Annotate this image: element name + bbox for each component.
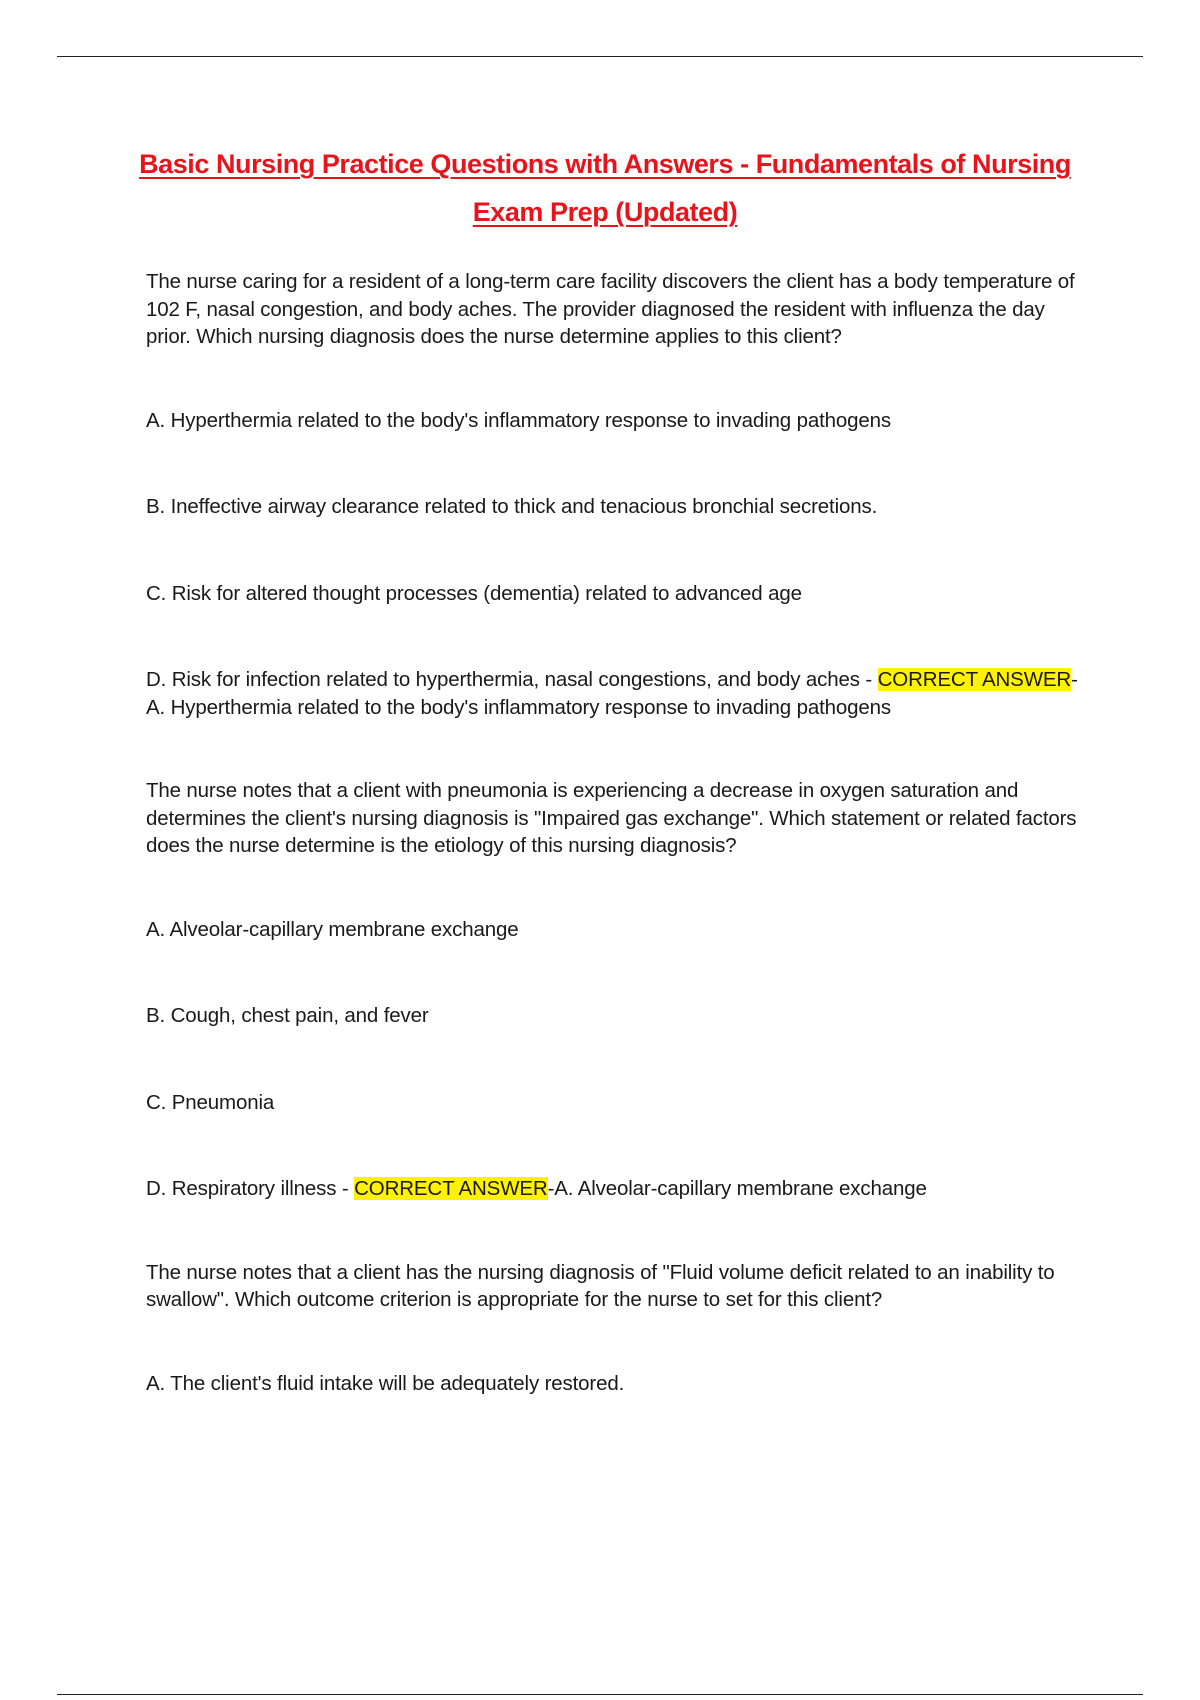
question-1-option-b: B. Ineffective airway clearance related to thick and tenacious bronchial secretions.	[146, 495, 878, 518]
question-2-option-d	[146, 1175, 1081, 1203]
question-2-option-b: B. Cough, chest pain, and fever	[146, 1004, 429, 1027]
correct-answer-highlight: CORRECT ANSWER	[354, 1177, 548, 1200]
question-1-stem: The nurse caring for a resident of a long-term care facility discovers the client has a body temperature of 102 F, nasal congestion, and body aches. The provider diagnosed the resident with influenza the day prior. Which nursing diagnosis does the nurse determine applies to this client?	[146, 270, 1075, 348]
question-1-option-a: A. Hyperthermia related to the body's inflammatory response to invading pathogens	[146, 408, 891, 432]
question-1-option-c: C. Risk for altered thought processes (dementia) related to advanced age	[146, 581, 802, 605]
document-body	[146, 268, 1081, 1456]
question-2-option-a: A. Alveolar-capillary membrane exchange	[146, 917, 519, 941]
top-rule	[57, 56, 1143, 57]
question-3-stem: The nurse notes that a client has the nursing diagnosis of "Fluid volume deficit related to an inability to swallow". Which outcome criterion is appropriate for the nurse to set for this client?	[146, 1260, 1055, 1311]
question-2-option-c: C. Pneumonia	[146, 1090, 275, 1114]
question-2-option-d-text: D. Respiratory illness -	[146, 1177, 355, 1200]
question-1-option-d-text: D. Risk for infection related to hyperthermia, nasal congestions, and body aches -	[146, 668, 878, 691]
bottom-rule	[57, 1694, 1143, 1695]
question-2-answer: -A. Alveolar-capillary membrane exchange	[547, 1177, 927, 1200]
document-title: Basic Nursing Practice Questions with Answers - Fundamentals of Nursing Exam Prep (Updated)	[139, 149, 1071, 227]
question-2-stem: The nurse notes that a client with pneumonia is experiencing a decrease in oxygen saturation and determines the client's nursing diagnosis is "Impaired gas exchange". Which statement or related factors does the nurse determine is the etiology of this nursing diagnosis?	[146, 779, 1077, 857]
question-3-option-a: A. The client's fluid intake will be adequately restored.	[146, 1371, 625, 1395]
question-1-option-d	[146, 666, 1081, 721]
correct-answer-highlight: CORRECT ANSWER	[877, 668, 1072, 691]
question-1-answer: -A. Hyperthermia related to the body's inflammatory response to invading pathogens	[146, 668, 1078, 719]
